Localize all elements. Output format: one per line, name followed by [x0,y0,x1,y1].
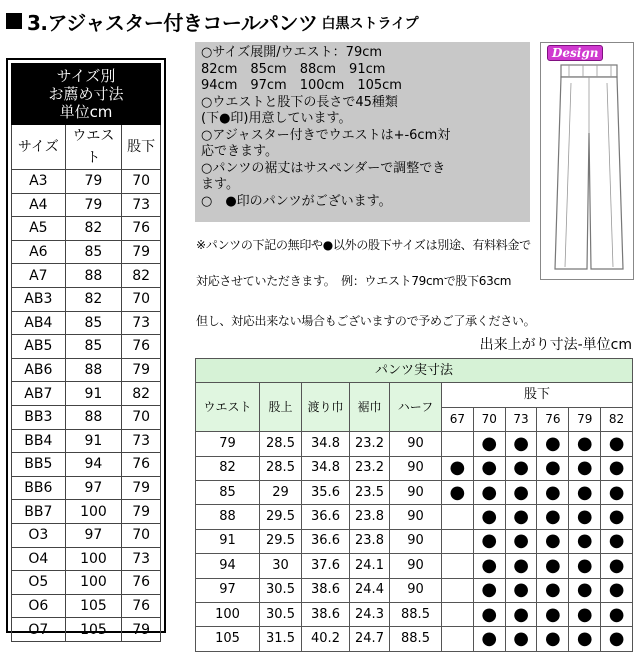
size-cell: 79 [122,618,161,642]
pants-cell: 36.6 [302,529,350,553]
size-chart-heading [12,64,161,125]
pants-cell: 23.5 [350,480,390,504]
pants-cell: 28.5 [260,432,302,456]
size-row [12,429,161,453]
size-cell: AB4 [12,311,66,335]
inseam-mark: ● [601,456,633,480]
note-line: 但し、対応出来ない場合もございますので予めご了承ください。 [196,314,536,328]
inseam-mark: ● [537,432,569,456]
pants-cell: 40.2 [302,627,350,651]
inseam-mark: ● [473,480,505,504]
note-line: ※パンツの下記の無印や●以外の股下サイズは別途、有料料金で [196,238,531,252]
pants-cell: 23.2 [350,432,390,456]
pants-cell: 24.3 [350,602,390,626]
note-line: 対応させていただきます。 例：ウエスト79cmで股下63cm [196,274,512,288]
size-cell: 76 [122,594,161,618]
pants-cell: 34.8 [302,432,350,456]
size-cell: O5 [12,571,66,595]
size-row [12,405,161,429]
inseam-value: 67 [442,407,474,431]
inseam-mark: ● [442,480,474,504]
pants-cell: 30.5 [260,578,302,602]
pants-cell: 31.5 [260,627,302,651]
size-cell: 79 [122,358,161,382]
inseam-mark: ● [601,480,633,504]
inseam-mark: ● [569,554,601,578]
size-cell: 76 [122,217,161,241]
inseam-mark: ● [537,505,569,529]
inseam-mark: ● [601,602,633,626]
info-line: 応できます。 [201,144,278,159]
pants-cell: 30 [260,554,302,578]
inseam-mark: ● [601,529,633,553]
size-cell: A4 [12,193,66,217]
pants-cell: 79 [196,432,260,456]
pants-cell: 28.5 [260,456,302,480]
inseam-mark [442,554,474,578]
size-row [12,476,161,500]
info-line: ○パンツの裾丈はサスペンダーで調整でき [201,160,446,176]
inseam-mark: ● [537,554,569,578]
inseam-mark: ● [473,578,505,602]
inseam-mark: ● [569,480,601,504]
size-cell: 82 [65,287,122,311]
inseam-mark: ● [473,554,505,578]
size-cell: A6 [12,240,66,264]
pants-row [196,529,633,553]
size-row [12,500,161,524]
pants-row [196,554,633,578]
info-line: 94cm 97cm 100cm 105cm [201,78,402,93]
inseam-mark: ● [601,505,633,529]
inseam-value: 73 [505,407,537,431]
inseam-mark [442,505,474,529]
pants-size-table [195,358,633,652]
inseam-value: 82 [601,407,633,431]
pants-cell: 94 [196,554,260,578]
inseam-mark [442,627,474,651]
size-cell: 88 [65,405,122,429]
pants-cell: 24.1 [350,554,390,578]
unit-note: 出来上がり寸法-単位cm [479,337,632,353]
pants-cell: 90 [390,480,442,504]
pants-col-header: 裾巾 [350,383,390,432]
inseam-mark: ● [537,480,569,504]
size-cell: O4 [12,547,66,571]
size-cell: 76 [122,453,161,477]
pants-cell: 100 [196,602,260,626]
inseam-mark: ● [601,578,633,602]
size-row [12,287,161,311]
pants-cell: 97 [196,578,260,602]
size-cell: 105 [65,618,122,642]
inseam-header: 股下 [442,383,633,407]
inseam-mark: ● [601,627,633,651]
pants-cell: 90 [390,505,442,529]
size-cell: 85 [65,311,122,335]
inseam-mark: ● [473,529,505,553]
pants-cell: 29 [260,480,302,504]
pants-cell: 88 [196,505,260,529]
title-sub: 白黒ストライプ [321,16,419,32]
size-cell: 94 [65,453,122,477]
inseam-mark: ● [569,529,601,553]
inseam-mark [442,529,474,553]
size-cell: 70 [122,523,161,547]
size-chart-heading-line: サイズ別 [56,67,116,85]
size-cell: 76 [122,335,161,359]
size-cell: 82 [65,217,122,241]
info-line: ○ウエストと股下の長さで45種類 [201,94,398,110]
size-cell: 97 [65,523,122,547]
size-cell: AB3 [12,287,66,311]
inseam-mark: ● [505,602,537,626]
size-cell: 82 [122,264,161,288]
size-cell: 79 [122,500,161,524]
size-cell: 82 [122,382,161,406]
size-cell: 100 [65,571,122,595]
size-cell: BB7 [12,500,66,524]
pants-row [196,602,633,626]
pants-cell: 23.8 [350,505,390,529]
inseam-mark: ● [473,432,505,456]
pants-row [196,627,633,651]
inseam-mark: ● [537,578,569,602]
size-cell: A7 [12,264,66,288]
size-row [12,240,161,264]
size-row [12,571,161,595]
pants-cell: 36.6 [302,505,350,529]
pants-cell: 24.4 [350,578,390,602]
size-col-header: サイズ [12,125,66,170]
size-cell: AB6 [12,358,66,382]
pants-cell: 85 [196,480,260,504]
inseam-mark: ● [537,456,569,480]
inseam-mark: ● [505,529,537,553]
square-bullet-icon [6,13,22,29]
pants-cell: 34.8 [302,456,350,480]
size-cell: O3 [12,523,66,547]
title-main: 3.アジャスター付きコールパンツ [27,10,318,35]
info-line: (下●印)用意しています。 [201,111,352,126]
pants-cell: 88.5 [390,602,442,626]
inseam-value: 76 [537,407,569,431]
inseam-mark: ● [505,480,537,504]
pants-cell: 35.6 [302,480,350,504]
size-cell: 70 [122,287,161,311]
inseam-mark: ● [473,602,505,626]
size-cell: BB6 [12,476,66,500]
size-chart-heading-line: 単位cm [59,103,113,121]
pants-cell: 29.5 [260,505,302,529]
size-chart-table [11,63,161,642]
size-cell: BB3 [12,405,66,429]
size-row [12,453,161,477]
pants-col-header: 股上 [260,383,302,432]
inseam-mark [442,578,474,602]
size-cell: 73 [122,547,161,571]
size-row [12,264,161,288]
pants-cell: 24.7 [350,627,390,651]
size-cell: 73 [122,193,161,217]
pants-drawing-icon [541,43,633,279]
inseam-mark: ● [569,602,601,626]
size-row [12,358,161,382]
size-cell: BB4 [12,429,66,453]
inseam-mark: ● [601,432,633,456]
size-row [12,382,161,406]
info-box [195,42,530,222]
inseam-mark: ● [601,554,633,578]
size-row [12,523,161,547]
inseam-mark: ● [569,627,601,651]
pants-row [196,480,633,504]
info-line: 82cm 85cm 88cm 91cm [201,61,386,77]
inseam-mark: ● [505,578,537,602]
inseam-value: 79 [569,407,601,431]
inseam-mark: ● [473,456,505,480]
inseam-mark [442,602,474,626]
inseam-mark: ● [537,529,569,553]
size-row [12,170,161,194]
pants-col-header: ウエスト [196,383,260,432]
size-cell: 70 [122,405,161,429]
inseam-mark: ● [505,505,537,529]
size-cell: 88 [65,358,122,382]
size-row [12,335,161,359]
pants-table-title: パンツ実寸法 [196,359,633,383]
pants-col-header: ハーフ [390,383,442,432]
size-cell: 79 [65,170,122,194]
pants-row [196,456,633,480]
pants-cell: 37.6 [302,554,350,578]
inseam-mark: ● [569,456,601,480]
inseam-mark: ● [505,627,537,651]
size-cell: BB5 [12,453,66,477]
size-chart-heading-line: お薦め寸法 [48,85,124,103]
size-cell: 91 [65,382,122,406]
size-cell: 88 [65,264,122,288]
size-row [12,547,161,571]
inseam-mark: ● [537,627,569,651]
size-row [12,594,161,618]
pants-cell: 90 [390,432,442,456]
size-cell: O6 [12,594,66,618]
inseam-mark: ● [473,505,505,529]
inseam-mark: ● [569,578,601,602]
pants-row [196,578,633,602]
size-cell: O7 [12,618,66,642]
inseam-mark: ● [537,602,569,626]
inseam-mark: ● [569,432,601,456]
pants-cell: 30.5 [260,602,302,626]
size-cell: 76 [122,571,161,595]
size-cell: AB5 [12,335,66,359]
size-cell: 91 [65,429,122,453]
size-chart-panel [6,58,166,638]
size-cell: 79 [122,476,161,500]
pants-cell: 38.6 [302,578,350,602]
size-row [12,217,161,241]
inseam-mark: ● [473,627,505,651]
size-row [12,193,161,217]
size-cell: 79 [122,240,161,264]
size-cell: AB7 [12,382,66,406]
pants-row [196,432,633,456]
pants-cell: 91 [196,529,260,553]
size-col-header: 股下 [122,125,161,170]
design-label: Design [547,45,603,61]
pants-cell: 23.8 [350,529,390,553]
info-line: ○アジャスター付きでウエストは+-6cm対 [201,127,451,143]
size-cell: A5 [12,217,66,241]
size-cell: 97 [65,476,122,500]
pants-cell: 23.2 [350,456,390,480]
size-cell: 85 [65,240,122,264]
size-cell: 79 [65,193,122,217]
size-cell: 70 [122,170,161,194]
pants-cell: 90 [390,456,442,480]
page-title [6,6,419,36]
size-col-header: ウエスト [65,125,122,170]
size-cell: 100 [65,500,122,524]
size-row [12,311,161,335]
design-illustration [540,42,634,280]
info-line: ます。 [201,177,239,192]
inseam-mark: ● [569,505,601,529]
pants-cell: 105 [196,627,260,651]
pants-cell: 82 [196,456,260,480]
pants-cell: 29.5 [260,529,302,553]
size-cell: A3 [12,170,66,194]
size-cell: 73 [122,429,161,453]
pants-cell: 88.5 [390,627,442,651]
inseam-value: 70 [473,407,505,431]
pants-cell: 38.6 [302,602,350,626]
size-cell: 73 [122,311,161,335]
pants-cell: 90 [390,578,442,602]
pants-cell: 90 [390,529,442,553]
pants-row [196,505,633,529]
size-cell: 105 [65,594,122,618]
inseam-mark: ● [505,554,537,578]
pants-col-header: 渡り巾 [302,383,350,432]
pants-cell: 90 [390,554,442,578]
info-line: ○サイズ展開/ウエスト：79cm [201,45,383,60]
inseam-mark: ● [505,432,537,456]
inseam-mark: ● [505,456,537,480]
size-row [12,618,161,642]
size-cell: 100 [65,547,122,571]
inseam-mark: ● [442,456,474,480]
info-line: ○ ●印のパンツがございます。 [201,193,392,209]
inseam-mark [442,432,474,456]
size-cell: 85 [65,335,122,359]
